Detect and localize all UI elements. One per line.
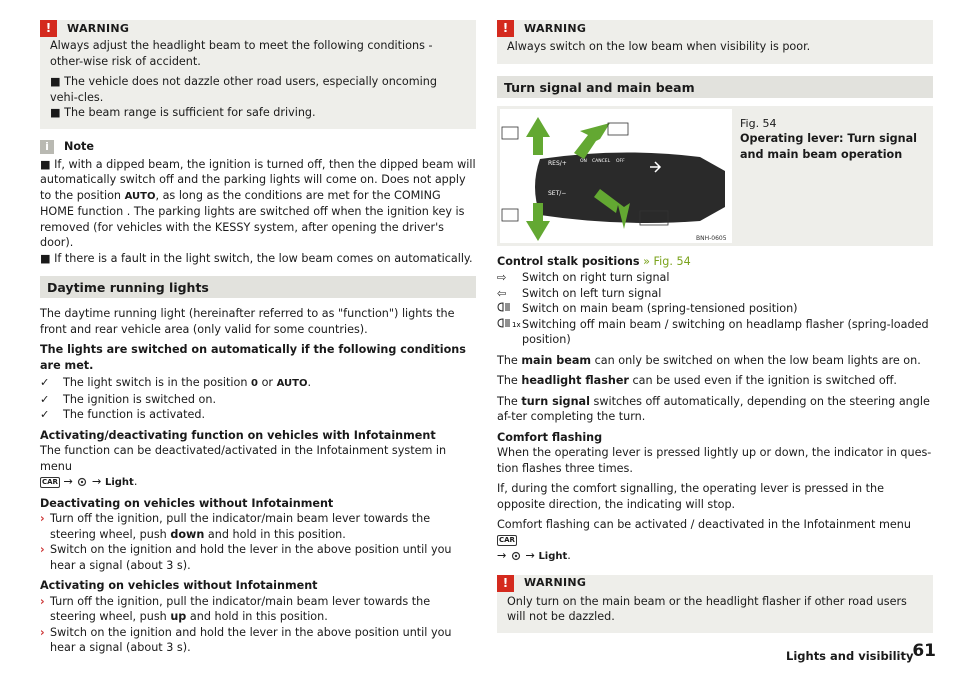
check-icon: ✓ <box>40 408 50 421</box>
warning-text: Always adjust the headlight beam to meet the following conditions - other-wise risk of accident. <box>50 39 433 68</box>
note-label: Note <box>64 139 94 153</box>
figure-caption <box>732 106 933 246</box>
warning-icon: ! <box>497 20 514 37</box>
note-bullet: ■ If, with a dipped beam, the ignition is turned off, then the dipped beam will automatically switch off and the parking lights will come on. Does not apply to the position AUTO, as long as the conditions are met for the COMING HOME function . The parking lights are switched off when the ignition key is removed (for vehicles with the KESSY system, after opening the driver's door). <box>40 157 476 249</box>
zero-symbol: 0 <box>251 378 258 389</box>
figure-link[interactable]: » Fig. 54 <box>643 254 691 268</box>
main-beam-off-icon <box>497 317 522 348</box>
deact-heading: Deactivating on vehicles without Infotainment <box>40 496 334 510</box>
figure-box <box>497 106 933 246</box>
controls-heading: Control stalk positions » Fig. 54 <box>497 254 691 268</box>
auto-symbol: AUTO <box>276 378 308 389</box>
comfort-text-3: Comfort flashing can be activated / deactivated in the Infotainment menu CAR → → Light. <box>497 518 911 562</box>
warning-box <box>40 20 476 129</box>
settings-icon <box>76 476 88 488</box>
svg-text:1x: 1x <box>512 320 521 329</box>
figure-title: Operating lever: Turn signal and main beam operation <box>740 132 918 161</box>
lever-illustration <box>500 109 732 243</box>
warning-label: WARNING <box>524 576 587 590</box>
lever-figure <box>500 109 732 243</box>
main-beam-icon <box>497 301 522 317</box>
control-item: Switch on main beam (spring-tensioned position) <box>497 301 933 317</box>
right-column <box>497 20 933 643</box>
info-icon: i <box>40 140 54 154</box>
left-column <box>40 20 476 656</box>
warning-text: Only turn on the main beam or the headlight flasher if other road users will not be dazzled. <box>507 594 907 623</box>
page-footer <box>786 641 936 666</box>
lever-label: RES/+ <box>548 159 567 167</box>
lever-label: CANCEL <box>592 158 611 164</box>
flasher-text: The headlight flasher can be used even if the ignition is switched off. <box>497 374 897 387</box>
section-heading: Turn signal and main beam <box>497 76 933 98</box>
actv-heading: Activating on vehicles without Infotainment <box>40 579 318 592</box>
note-block <box>40 139 476 267</box>
step-item: › Switch on the ignition and hold the lever in the above position until you hear a signal (about 3 s). <box>40 625 452 654</box>
figure-number: Fig. 54 <box>740 116 777 130</box>
check-icon: ✓ <box>40 376 50 389</box>
right-arrow-icon: ⇨ <box>497 271 507 284</box>
figure-code: BNH-0605 <box>696 234 727 242</box>
control-item: ⇦ Switch on left turn signal <box>497 286 662 300</box>
comfort-flashing: Comfort flashing When the operating lever is pressed lightly up or down, the indicator in ques-tion flashes three times. <box>497 430 932 475</box>
turn-signal-text: The turn signal switches off automatically, depending on the steering angle af-ter completing the turn. <box>497 394 930 423</box>
check-icon: ✓ <box>40 392 50 406</box>
warning-icon: ! <box>40 20 57 37</box>
note-bullet: ■ If there is a fault in the light switch, the low beam comes on automatically. <box>40 251 473 265</box>
condition-item: ✓ The ignition is switched on. <box>40 392 216 406</box>
warning-icon: ! <box>497 575 514 592</box>
step-item: › Switch on the ignition and hold the lever in the above position until you hear a signal (about 3 s). <box>40 543 452 572</box>
warning-label: WARNING <box>67 21 130 35</box>
lever-label: ON <box>580 158 587 164</box>
section-heading: Daytime running lights <box>40 276 476 298</box>
car-menu-icon: CAR <box>499 536 515 544</box>
car-menu-icon: CAR <box>42 477 58 486</box>
left-arrow-icon: ⇦ <box>497 286 507 300</box>
warning-label: WARNING <box>524 21 587 35</box>
main-beam-text: The main beam can only be switched on when the low beam lights are on. <box>497 353 921 367</box>
control-item: ⇨ Switch on right turn signal <box>497 271 670 284</box>
conditions-heading: The lights are switched on automatically if the following conditions are met. <box>40 343 466 372</box>
condition-item: ✓ The light switch is in the position 0 or AUTO. <box>40 375 476 392</box>
step-item: › Turn off the ignition, pull the indicator/main beam lever towards the steering wheel, push down and hold in this position. <box>40 512 431 541</box>
control-item: 1x Switching off main beam / switching on headlamp flasher (spring-loaded position) <box>497 317 933 348</box>
drl-intro: The daytime running light (hereinafter referred to as "function") lights the front and rear vehicle area (only valid for some countries). <box>40 307 455 336</box>
step-item: › Turn off the ignition, pull the indicator/main beam lever towards the steering wheel, push up and hold in this position. <box>40 594 431 623</box>
infotainment-block: Activating/deactivating function on vehicles with Infotainment The function can be deactivated/activated in the Infotainment system in menu CAR → → Light. <box>40 428 447 488</box>
warning-box <box>497 575 933 633</box>
auto-symbol: AUTO <box>124 190 156 202</box>
warning-text: Always switch on the low beam when visibility is poor. <box>507 40 811 53</box>
warning-bullet: ■ The beam range is sufficient for safe driving. <box>50 106 316 119</box>
settings-icon <box>510 550 522 562</box>
footer-label: Lights and visibility <box>786 649 914 663</box>
lever-label: SET/− <box>548 189 567 197</box>
lever-label: OFF <box>616 158 625 164</box>
comfort-text-2: If, during the comfort signalling, the operating lever is pressed in the opposite direction, the indicating will stop. <box>497 482 884 511</box>
condition-item: ✓ The function is activated. <box>40 408 206 421</box>
warning-bullet: ■ The vehicle does not dazzle other road users, especially oncoming vehi-cles. <box>50 75 437 104</box>
warning-box <box>497 20 933 64</box>
page-number: 61 <box>912 641 936 661</box>
